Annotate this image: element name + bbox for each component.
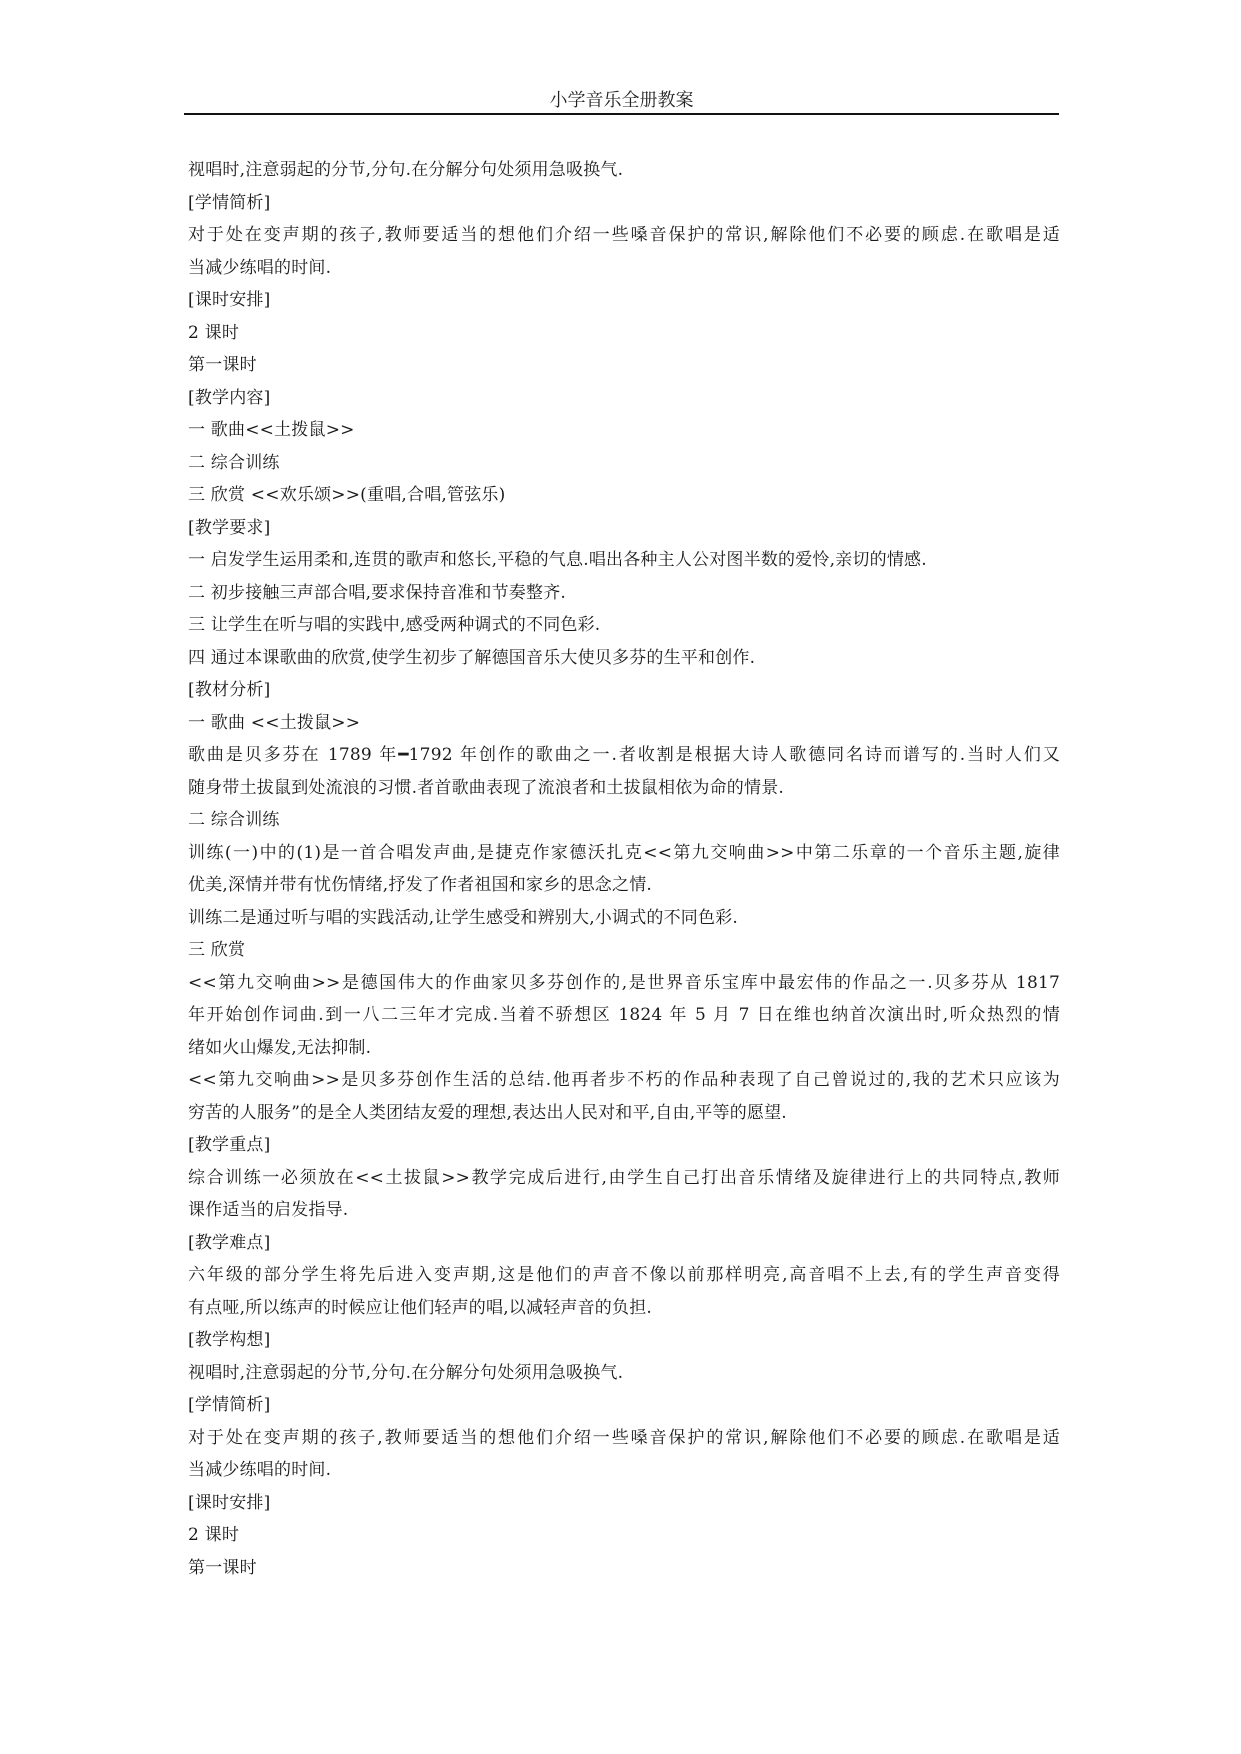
text-line: 优美,深情并带有忧伤情绪,抒发了作者祖国和家乡的思念之情.	[188, 875, 653, 895]
text-line: 二 综合训练	[188, 452, 280, 473]
section-heading: [教学难点]	[188, 1232, 271, 1253]
page-header-title: 小学音乐全册教案	[549, 90, 694, 111]
text-line: 训练(一)中的(1)是一首合唱发声曲,是捷克作家德沃扎克<<第九交响曲>>中第二乐章的一个音乐主题,旋律	[188, 842, 1060, 863]
text-line: 2 课时	[188, 1525, 240, 1545]
text-line: 绪如火山爆发,无法抑制.	[188, 1037, 372, 1058]
text-line: 歌曲是贝多芬在 1789 年━1792 年创作的歌曲之一.者收割是根据大诗人歌德同名诗而谱写的.当时人们又	[188, 745, 1060, 765]
section-heading: [学情简析]	[188, 1395, 271, 1415]
text-line: 年开始创作词曲.到一八二三年才完成.当着不骄想区 1824 年 5 月 7 日在维也纳首次演出时,听众热烈的情	[188, 1005, 1060, 1025]
section-heading: [学情简析]	[188, 192, 271, 213]
text-line: 训练二是通过听与唱的实践活动,让学生感受和辨别大,小调式的不同色彩.	[188, 907, 739, 928]
text-line: 视唱时,注意弱起的分节,分句.在分解分句处须用急吸换气.	[188, 1362, 624, 1383]
text-line: 随身带土拔鼠到处流浪的习惯.者首歌曲表现了流浪者和土拔鼠相依为命的情景.	[188, 777, 785, 798]
section-heading: [教材分析]	[188, 680, 271, 700]
section-heading: [教学内容]	[188, 387, 271, 408]
text-line: 有点哑,所以练声的时候应让他们轻声的唱,以减轻声音的负担.	[188, 1297, 653, 1318]
section-heading: [课时安排]	[188, 290, 271, 310]
text-line: 第一课时	[188, 355, 257, 375]
text-line: 视唱时,注意弱起的分节,分句.在分解分句处须用急吸换气.	[188, 160, 624, 180]
text-line: 当减少练唱的时间.	[188, 1460, 332, 1480]
text-line: 综合训练一必须放在<<土拔鼠>>教学完成后进行,由学生自己打出音乐情绪及旋律进行上的共同特点,教师	[188, 1167, 1060, 1188]
text-line: 三 欣赏	[188, 940, 246, 960]
text-line: 课作适当的启发指导.	[188, 1200, 349, 1220]
text-line: 一 歌曲 <<土拨鼠>>	[188, 712, 361, 733]
text-line: <<第九交响曲>>是贝多芬创作生活的总结.他再者步不朽的作品种表现了自己曾说过的,我的艺术只应该为	[188, 1070, 1060, 1090]
text-line: 一 启发学生运用柔和,连贯的歌声和悠长,平稳的气息.唱出各种主人公对图半数的爱怜,亲切的情感.	[188, 550, 927, 570]
text-line: 对于处在变声期的孩子,教师要适当的想他们介绍一些嗓音保护的常识,解除他们不必要的顾虑.在歌唱是适	[188, 1427, 1060, 1448]
text-line: 第一课时	[188, 1557, 257, 1578]
text-line: 一 歌曲<<土拨鼠>>	[188, 420, 355, 440]
text-line: 三 让学生在听与唱的实践中,感受两种调式的不同色彩.	[188, 615, 601, 635]
text-line: 对于处在变声期的孩子,教师要适当的想他们介绍一些嗓音保护的常识,解除他们不必要的顾虑.在歌唱是适	[188, 225, 1060, 245]
header-divider	[184, 113, 1059, 115]
text-line: 四 通过本课歌曲的欣赏,使学生初步了解德国音乐大使贝多芬的生平和创作.	[188, 647, 756, 668]
section-heading: [教学构想]	[188, 1330, 271, 1350]
section-heading: [课时安排]	[188, 1492, 271, 1513]
text-line: 2 课时	[188, 322, 240, 343]
text-line: <<第九交响曲>>是德国伟大的作曲家贝多芬创作的,是世界音乐宝库中最宏伟的作品之一.贝多芬从 1817	[188, 972, 1060, 993]
text-line: 二 初步接触三声部合唱,要求保持音准和节奏整齐.	[188, 582, 567, 603]
text-line: 三 欣赏 <<欢乐颂>>(重唱,合唱,管弦乐)	[188, 485, 506, 505]
text-line: 六年级的部分学生将先后进入变声期,这是他们的声音不像以前那样明亮,高音唱不上去,有的学生声音变得	[188, 1265, 1060, 1285]
text-line: 二 综合训练	[188, 810, 280, 830]
text-line: 当减少练唱的时间.	[188, 257, 332, 278]
section-heading: [教学重点]	[188, 1135, 271, 1155]
document-body	[188, 154, 1060, 1584]
text-line: 穷苦的人服务”的是全人类团结友爱的理想,表达出人民对和平,自由,平等的愿望.	[188, 1102, 787, 1123]
section-heading: [教学要求]	[188, 517, 271, 538]
